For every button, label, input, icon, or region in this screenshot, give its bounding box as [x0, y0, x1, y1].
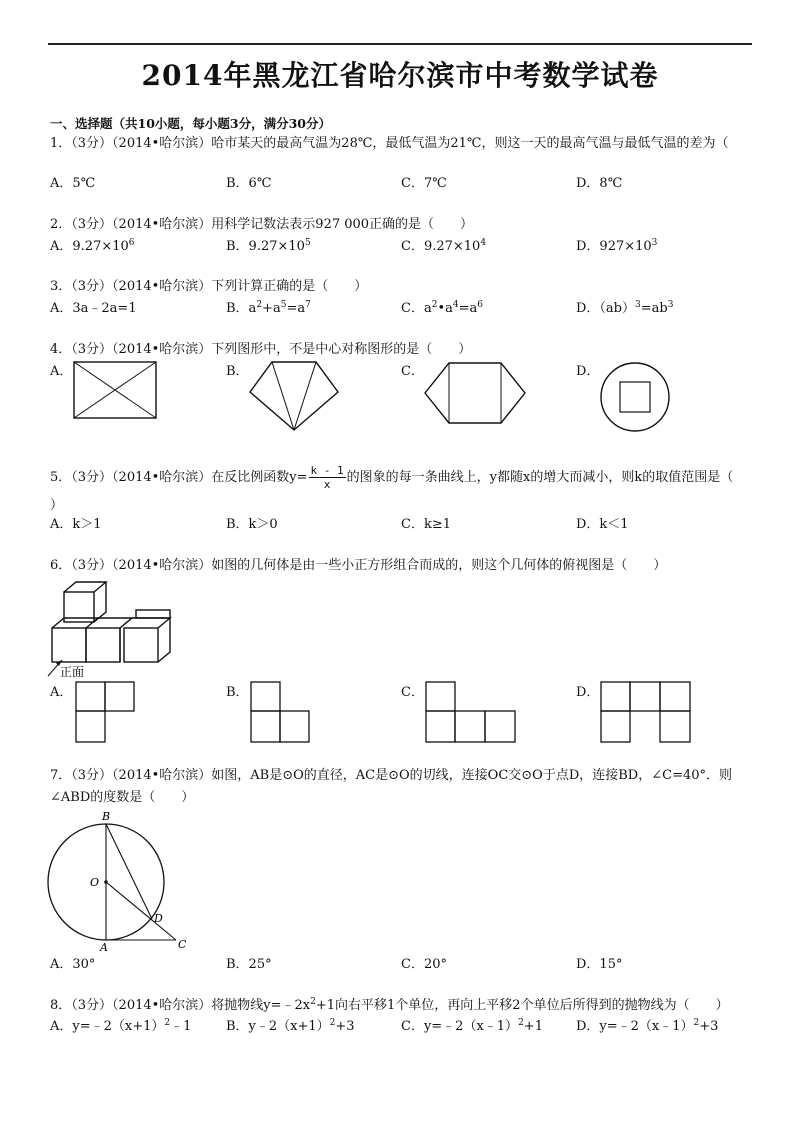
- option-b: B．$a^2+a^5=a^7$: [226, 300, 311, 316]
- option-c: C．y=﹣2（x﹣1）$^2$+1: [401, 1018, 543, 1034]
- option-c: C．k≥1: [401, 517, 451, 532]
- question-number: 4．（3分）（2014•哈尔滨）: [50, 342, 212, 357]
- question-8: 8．（3分）（2014•哈尔滨）将抛物线$y=﹣2x^2+1$向右平移1个单位，再向上平移2个单位后所得到的抛物线为（ ）: [50, 997, 729, 1013]
- question-number: 6．（3分）（2014•哈尔滨）: [50, 558, 212, 573]
- top-rule: [48, 43, 752, 45]
- top-view-option-c: [424, 680, 518, 746]
- option-c: C．$a^2•a^4=a^6$: [401, 300, 483, 316]
- option-b: B．: [226, 685, 249, 700]
- point-d-label: D: [154, 912, 163, 925]
- hexagon-with-square-figure: [421, 360, 529, 426]
- option-d: D．$927\times 10^3$: [576, 238, 658, 254]
- option-a: A．$9.27\times 10^6$: [50, 238, 135, 254]
- question-7-continued: ∠ABD的度数是（ ）: [50, 790, 195, 805]
- option-d: D．: [576, 685, 600, 700]
- option-c: C．20°: [401, 957, 447, 972]
- option-c: C．$9.27\times 10^4$: [401, 238, 487, 254]
- top-view-option-a: [74, 680, 138, 746]
- question-7: [50, 766, 732, 786]
- section-heading: 一、选择题（共10小题，每小题3分，满分30分）: [50, 116, 331, 131]
- option-a: A．k＞1: [50, 517, 102, 532]
- fan-of-triangles-figure: [246, 360, 342, 432]
- option-c: C．: [401, 685, 424, 700]
- rectangle-with-diagonals-figure: [70, 360, 160, 420]
- option-d: D．15°: [576, 957, 623, 972]
- question-5-continued: ）: [50, 498, 64, 513]
- option-c: C．: [401, 364, 424, 379]
- option-a: A．5℃: [50, 176, 96, 191]
- option-a: A．: [50, 685, 73, 700]
- option-a: A．$y=﹣2(x+1)^2﹣1$: [50, 1018, 192, 1034]
- question-6: [50, 556, 666, 576]
- question-text: 下列计算正确的是（ ）: [211, 279, 368, 294]
- option-d: D．$(ab)^3=ab^3$: [576, 300, 674, 316]
- option-d: D．: [576, 364, 600, 379]
- question-text: 如图的几何体是由一些小正方形组合而成的，则这个几何体的俯视图是（ ）: [211, 558, 667, 573]
- question-5: 5．（3分）（2014•哈尔滨）在反比例函数y= $\frac{k - 1}{x}$ 的图象的每一条曲线上，y都随x的增大而减小，则k的取值范围是（: [50, 464, 734, 491]
- question-text: 如图，AB是⊙O的直径，AC是⊙O的切线，连接OC交⊙O于点D，连接BD，∠C=40°．则: [211, 768, 733, 783]
- question-4: [50, 340, 471, 360]
- option-a: A．: [50, 364, 73, 379]
- question-text: 哈市某天的最高气温为28℃，最低气温为21℃，则这一天的最高气温与最低气温的差为（: [211, 136, 729, 151]
- page-title: 2014年黑龙江省哈尔滨市中考数学试卷: [141, 59, 659, 92]
- question-number: 5．（3分）（2014•哈尔滨）: [50, 470, 212, 485]
- option-d: D．k＜1: [576, 517, 629, 532]
- question-text: 用科学记数法表示927 000正确的是（ ）: [211, 217, 474, 232]
- point-c-label: C: [178, 938, 187, 951]
- option-c: C．7℃: [401, 176, 447, 191]
- option-b: B．$y﹣2(x+1)^2+3$: [226, 1018, 355, 1034]
- option-b: B．: [226, 364, 249, 379]
- question-number: 3．（3分）（2014•哈尔滨）: [50, 279, 212, 294]
- circle-with-square-figure: [598, 360, 672, 434]
- point-o-label: O: [90, 876, 100, 889]
- circle-tangent-figure: [44, 806, 194, 952]
- fraction: $\frac{k - 1}{x}$: [310, 464, 344, 491]
- question-number: 8．（3分）（2014•哈尔滨）: [50, 998, 212, 1013]
- question-3: [50, 277, 367, 297]
- question-number: 7．（3分）（2014•哈尔滨）: [50, 768, 212, 783]
- question-1: [50, 134, 728, 154]
- question-number: 2．（3分）（2014•哈尔滨）: [50, 217, 212, 232]
- top-view-option-d: [599, 680, 693, 746]
- question-2: [50, 215, 473, 235]
- question-number: 1．（3分）（2014•哈尔滨）: [50, 136, 212, 151]
- option-d: D．8℃: [576, 176, 623, 191]
- option-b: B．k＞0: [226, 517, 278, 532]
- option-b: B．$9.27\times 10^5$: [226, 238, 311, 254]
- cube-solid-figure: [44, 580, 180, 680]
- question-text: 下列图形中，不是中心对称图形的是（ ）: [211, 342, 472, 357]
- point-b-label: B: [102, 810, 111, 823]
- front-label: 正面: [60, 665, 85, 679]
- option-a: A．3a﹣2a=1: [50, 301, 137, 316]
- option-b: B．25°: [226, 957, 272, 972]
- option-a: A．30°: [50, 957, 96, 972]
- option-b: B．6℃: [226, 176, 272, 191]
- point-a-label: A: [100, 941, 108, 954]
- top-view-option-b: [249, 680, 313, 746]
- option-d: D．y=﹣2（x﹣1）$^2$+3: [576, 1018, 719, 1034]
